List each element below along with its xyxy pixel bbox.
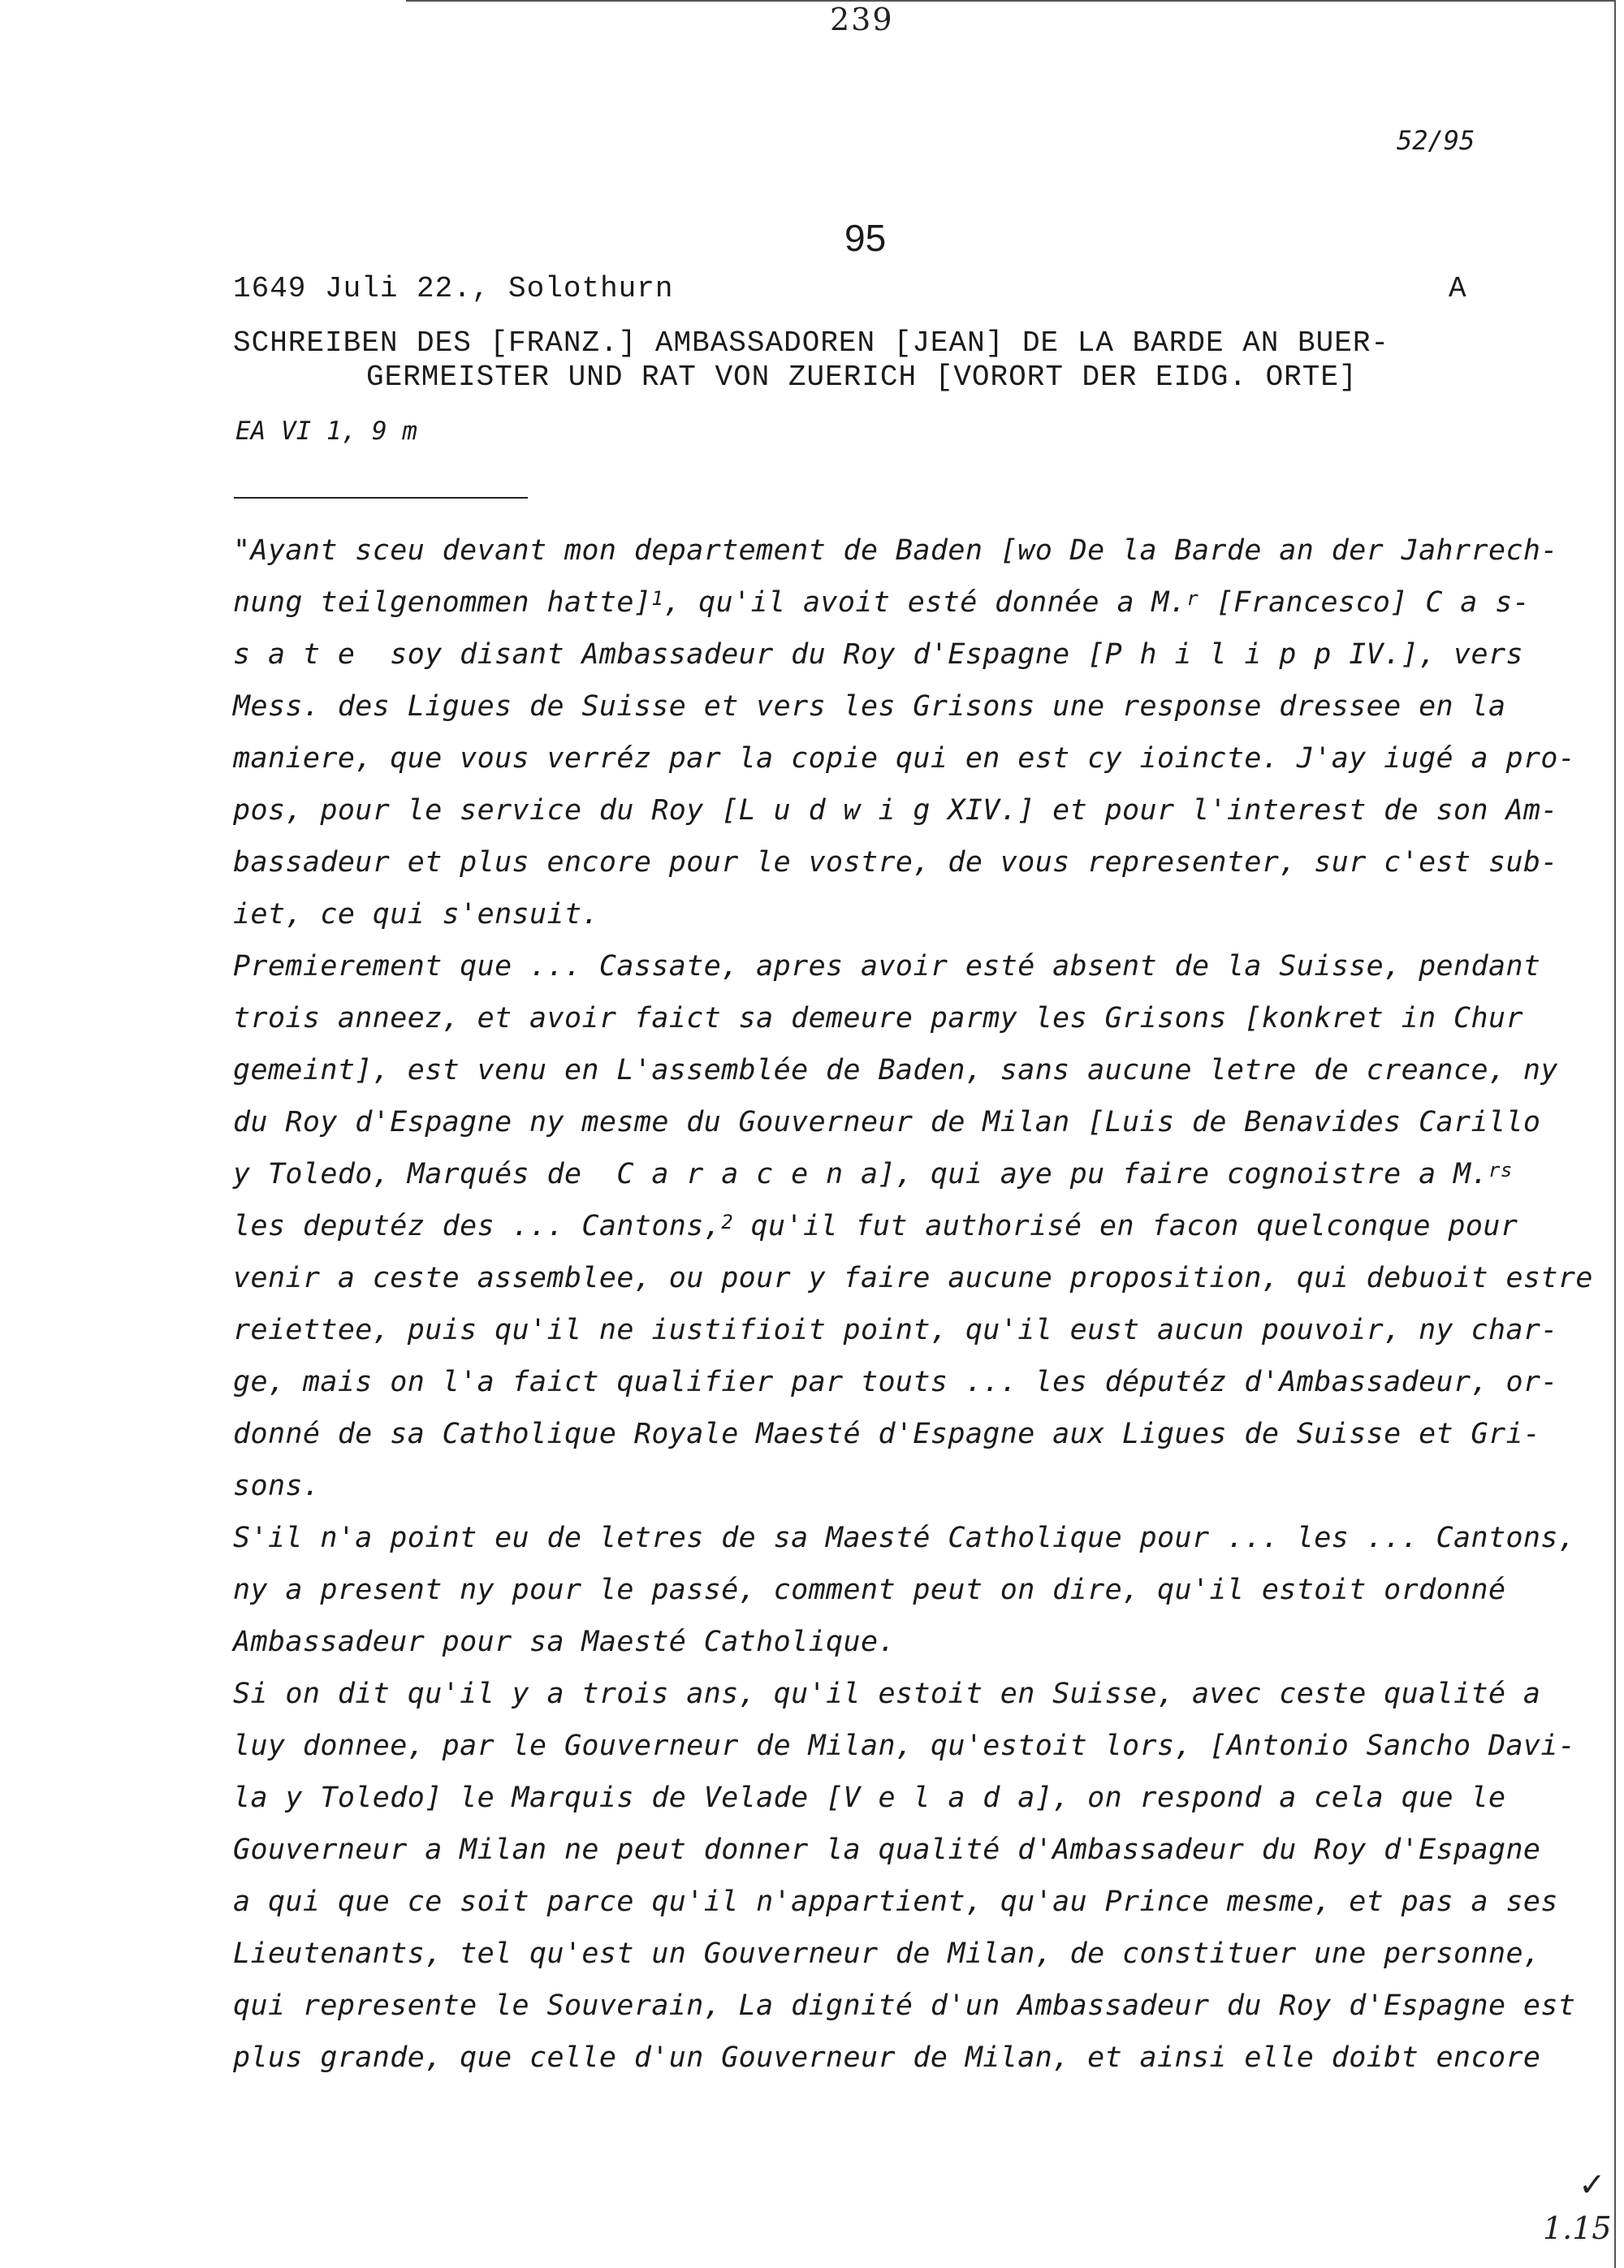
page-top-border (406, 0, 1616, 2)
handwritten-margin-note: 1.15 (1543, 2210, 1612, 2246)
document-title-line-2: GERMEISTER UND RAT VON ZUERICH [VORORT DER EIDG. ORTE] (366, 361, 1358, 394)
document-number: 95 (844, 217, 887, 259)
body-line: reiettee, puis qu'il ne iustifioit point, qu'il eust aucun pouvoir, ny char- (233, 1314, 1558, 1346)
page-right-border (1614, 0, 1616, 2268)
date-place: 1649 Juli 22., Solothurn (233, 272, 674, 305)
body-line: Ambassadeur pour sa Maesté Catholique. (233, 1626, 896, 1658)
body-line: sons. (233, 1470, 321, 1502)
body-line: ge, mais on l'a faict qualifier par touts ... les députéz d'Ambassadeur, or- (233, 1366, 1558, 1398)
header-separator (234, 497, 528, 499)
body-line: iet, ce qui s'ensuit. (233, 898, 599, 931)
body-line: bassadeur et plus encore pour le vostre, de vous representer, sur c'est sub- (233, 846, 1558, 879)
body-line: du Roy d'Espagne ny mesme du Gouverneur de Milan [Luis de Benavides Carillo (233, 1106, 1541, 1138)
body-line: Mess. des Ligues de Suisse et vers les Grisons une response dressee en la (233, 690, 1506, 723)
body-line: Si on dit qu'il y a trois ans, qu'il estoit en Suisse, avec ceste qualité a (233, 1678, 1541, 1710)
folio-number: 239 (830, 2, 894, 37)
body-line: a qui que ce soit parce qu'il n'appartient, qu'au Prince mesme, et pas a ses (233, 1886, 1558, 1918)
body-line: gemeint], est venu en L'assemblée de Baden, sans aucune letre de creance, ny (233, 1054, 1558, 1086)
body-line: venir a ceste assemblee, ou pour y faire aucune proposition, qui debuoit estre (233, 1262, 1593, 1294)
body-line: donné de sa Catholique Royale Maesté d'Espagne aux Ligues de Suisse et Gri- (233, 1418, 1541, 1450)
body-line: nung teilgenommen hatte]$^1$, qu'il avoit esté donnée a M.$^r$ [Francesco] C a s- (233, 586, 1531, 619)
body-line: s a t e soy disant Ambassadeur du Roy d'Espagne [P h i l i p p IV.], vers (233, 638, 1523, 671)
body-line: "Ayant sceu devant mon departement de Baden [wo De la Barde an der Jahrrech- (233, 534, 1558, 567)
body-line: S'il n'a point eu de letres de sa Maesté Catholique pour ... les ... Cantons, (233, 1522, 1576, 1554)
body-line: trois anneez, et avoir faict sa demeure parmy les Grisons [konkret in Chur (233, 1002, 1523, 1035)
body-line: pos, pour le service du Roy [L u d w i g XIV.] et pour l'interest de son Am- (233, 794, 1558, 827)
body-line: Lieutenants, tel qu'est un Gouverneur de Milan, de constituer une personne, (233, 1938, 1541, 1970)
archive-reference: 52/95 (1397, 125, 1475, 156)
handwritten-check-mark: ✓ (1579, 2166, 1606, 2204)
body-line: y Toledo, Marqués de C a r a c e n a], qui aye pu faire cognoistre a M.$^{rs}$ (233, 1158, 1513, 1190)
body-line: luy donnee, par le Gouverneur de Milan, qu'estoit lors, [Antonio Sancho Davi- (233, 1730, 1576, 1762)
document-type-letter: A (1449, 272, 1467, 305)
body-line: Gouverneur a Milan ne peut donner la qualité d'Ambassadeur du Roy d'Espagne (233, 1834, 1541, 1866)
body-line: plus grande, que celle d'un Gouverneur de Milan, et ainsi elle doibt encore (233, 2041, 1541, 2074)
body-line: qui represente le Souverain, La dignité d'un Ambassadeur du Roy d'Espagne est (233, 1989, 1576, 2022)
source-citation: EA VI 1, 9 m (235, 417, 417, 446)
body-line: ny a present ny pour le passé, comment peut on dire, qu'il estoit ordonné (233, 1574, 1506, 1606)
body-line: les deputéz des ... Cantons,$^2$ qu'il fut authorisé en facon quelconque pour (233, 1210, 1518, 1242)
document-title-line-1: SCHREIBEN DES [FRANZ.] AMBASSADOREN [JEAN] DE LA BARDE AN BUER- (233, 326, 1390, 360)
body-line: Premierement que ... Cassate, apres avoir esté absent de la Suisse, pendant (233, 950, 1541, 983)
body-line: maniere, que vous verréz par la copie qui en est cy ioincte. J'ay iugé a pro- (233, 742, 1576, 775)
body-line: la y Toledo] le Marquis de Velade [V e l a d a], on respond a cela que le (233, 1782, 1506, 1814)
